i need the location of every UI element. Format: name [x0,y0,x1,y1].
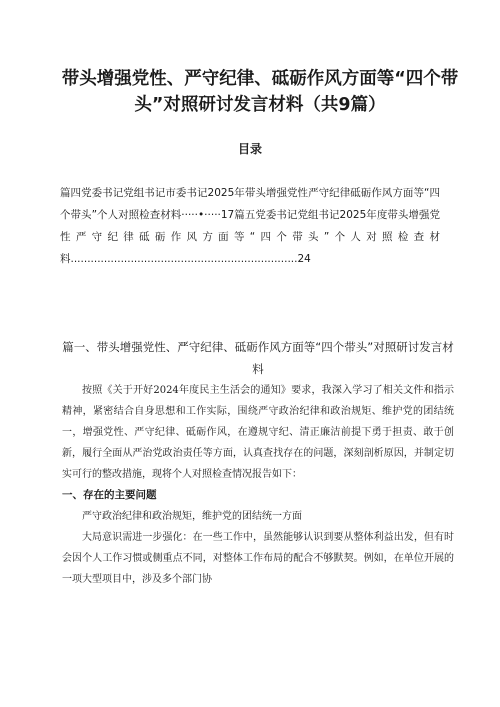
body-text [62,380,454,590]
document-title: 带头增强党性、严守纪律、砥砺作风方面等“四个带头”对照研讨发言材料（共9篇） [61,69,459,115]
point-heading: 严守政治纪律和政治规矩，维护党的团结统一方面 [82,511,302,522]
section-title: 篇一、带头增强党性、严守纪律、砥砺作风方面等“四个带头”对照研讨发言材料 [62,340,454,376]
section-heading: 一、存在的主要问题 [62,489,157,501]
point-paragraph: 大局意识需进一步强化：在一些工作中，虽然能够认识到要从整体利益出发，但有时会因个人工作习惯或侧重点不同，对整体工作布局的配合不够默契。例如，在单位开展的一项大型项目中，涉及多个部门协 [62,532,454,585]
toc-heading: 目录 [237,142,262,156]
table-of-contents [60,182,440,270]
intro-paragraph: 按照《关于开好2024年度民主生活会的通知》要求，我深入学习了相关文件和指示精神，紧密结合自身思想和工作实际，围绕严守政治纪律和政治规矩、维护党的团结统一，增强党性、严守纪律、砥砺作风，在遵规守纪、清正廉洁前提下勇于担责、敢于创新，履行全面从严治党政治责任等方面，认真查找存在的问题，深刻剖析原因，并制定切实可行的整改措施，现将个人对照检查情况报告如下： [62,385,454,480]
toc-entry[interactable]: 篇四党委书记党组书记市委书记2025年带头增强党性严守纪律砥砺作风方面等“四个带头”个人对照检查材料·····•·····17 [60,187,440,221]
toc-entry[interactable]: 篇五党委书记党组书记2025年度带头增强党性严守纪律砥砺作风方面等“四个带头”个人对照检查材料....................................................................24 [60,209,440,265]
